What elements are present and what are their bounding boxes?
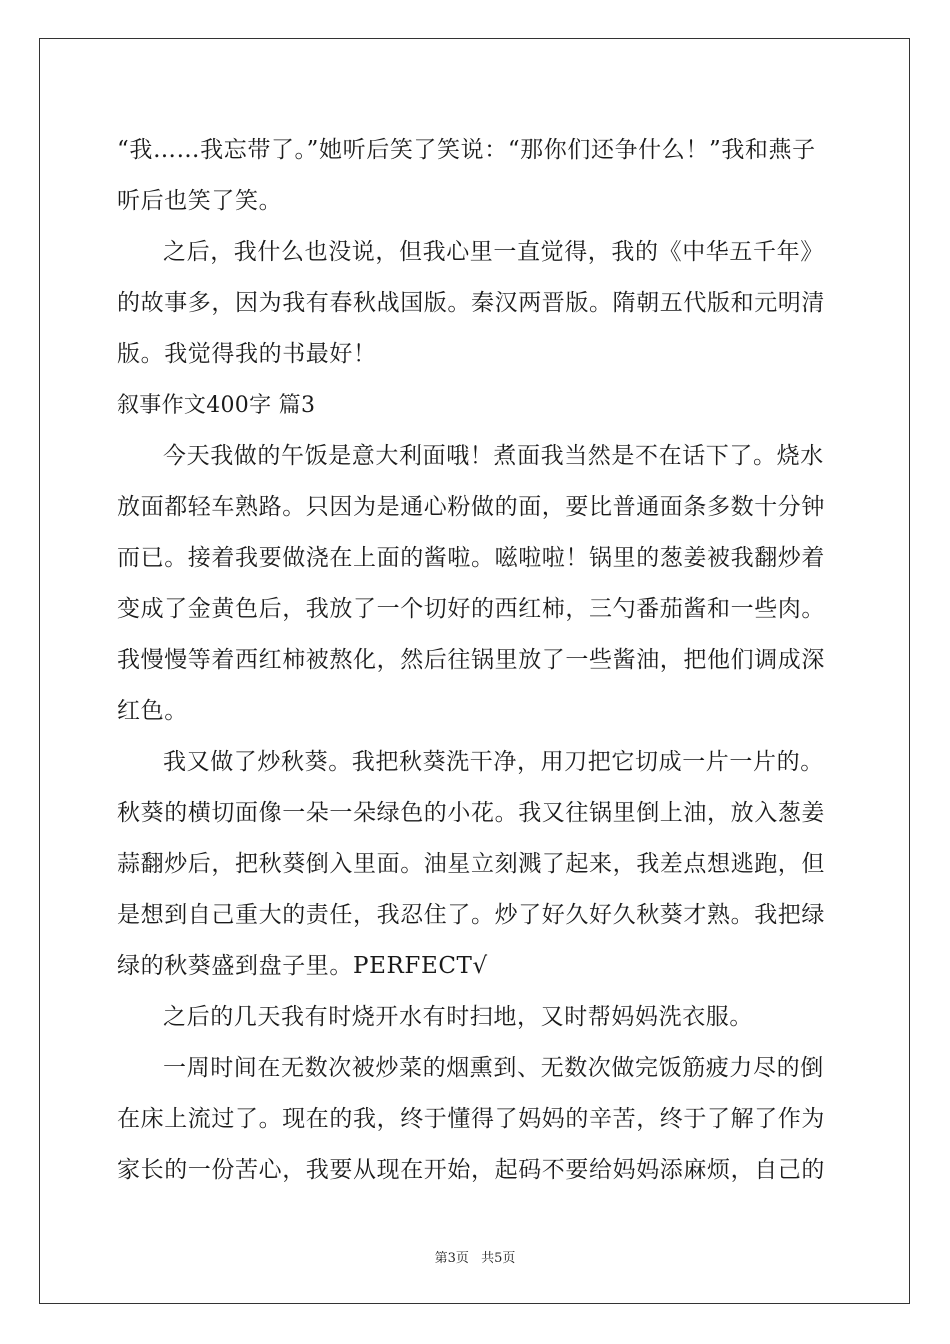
page-total: 共5页: [481, 1251, 516, 1266]
page-number: 第3页: [434, 1251, 469, 1266]
page-footer: [0, 1247, 950, 1266]
document-body: [117, 125, 835, 1196]
paragraph-6: 一周时间在无数次被炒菜的烟熏到、无数次做完饭筋疲力尽的倒在床上流过了。现在的我，终于懂得了妈妈的辛苦，终于了解了作为家长的一份苦心，我要从现在开始，起码不要给妈妈添麻烦，自己的: [117, 1055, 825, 1183]
paragraph-5: 之后的几天我有时烧开水有时扫地，又时帮妈妈洗衣服。: [163, 1004, 753, 1030]
paragraph-3: 今天我做的午饭是意大利面哦！煮面我当然是不在话下了。烧水放面都轻车熟路。只因为是通心粉做的面，要比普通面条多数十分钟而已。接着我要做浇在上面的酱啦。嗞啦啦！锅里的葱姜被我翻炒着变成了金黄色后，我放了一个切好的西红柿，三勺番茄酱和一些肉。我慢慢等着西红柿被熬化，然后往锅里放了一些酱油，把他们调成深红色。: [117, 443, 825, 724]
paragraph-4: 我又做了炒秋葵。我把秋葵洗干净，用刀把它切成一片一片的。秋葵的横切面像一朵一朵绿色的小花。我又往锅里倒上油，放入葱姜蒜翻炒后，把秋葵倒入里面。油星立刻溅了起来，我差点想逃跑，但是想到自己重大的责任，我忍住了。炒了好久好久秋葵才熟。我把绿绿的秋葵盛到盘子里。PERFECT√: [117, 749, 825, 979]
section-heading: 叙事作文400字 篇3: [117, 393, 316, 418]
paragraph-2: 之后，我什么也没说，但我心里一直觉得，我的《中华五千年》的故事多，因为我有春秋战国版。秦汉两晋版。隋朝五代版和元明清版。我觉得我的书最好！: [117, 239, 825, 367]
paragraph-1: “我……我忘带了。”她听后笑了笑说：“那你们还争什么！”我和燕子听后也笑了笑。: [117, 137, 816, 214]
